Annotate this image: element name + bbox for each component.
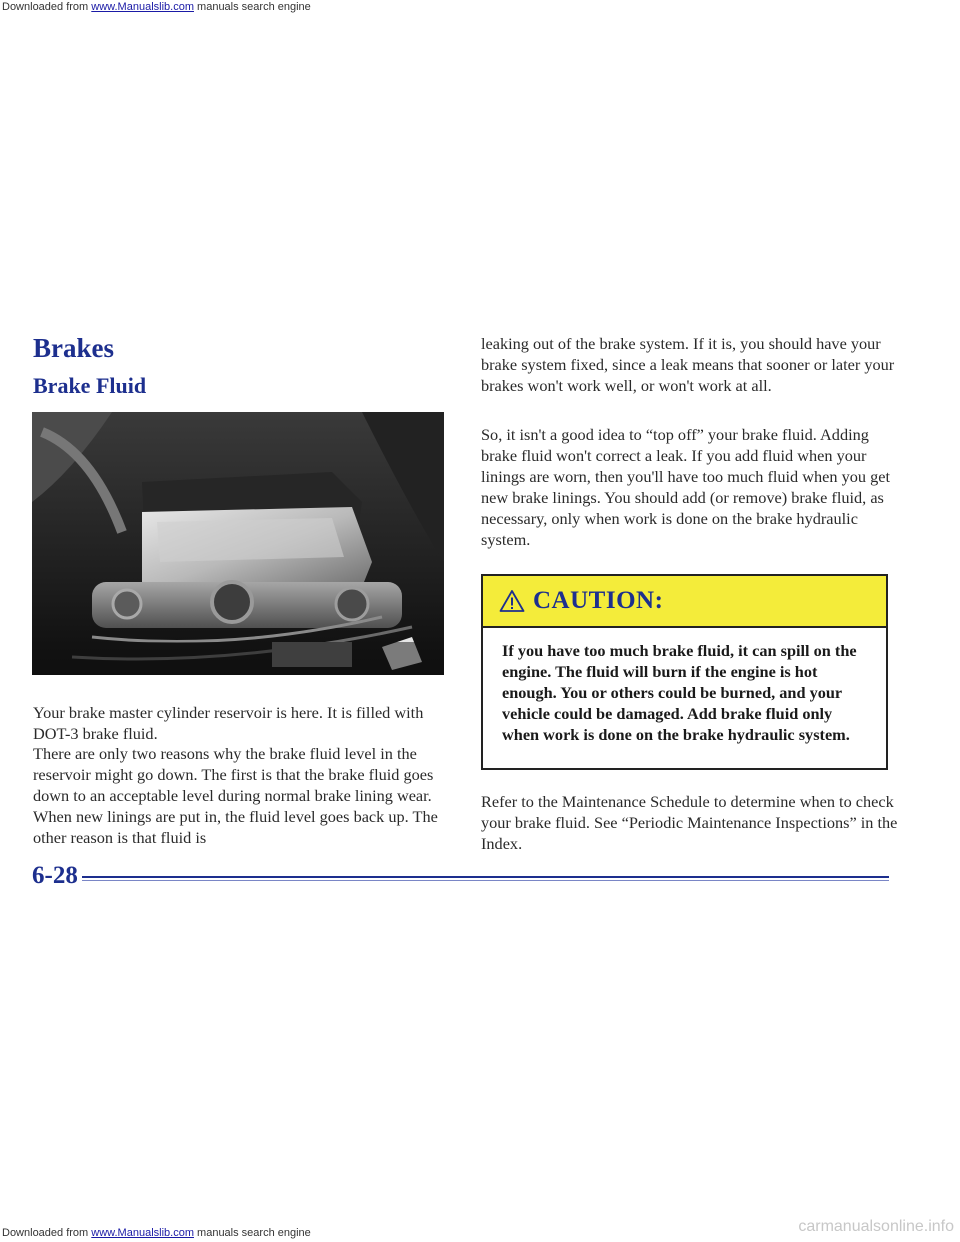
page-number: 6-28 bbox=[32, 862, 78, 889]
manualslib-link-bottom[interactable]: www.Manualslib.com bbox=[91, 1227, 194, 1239]
footer-rule bbox=[82, 876, 889, 878]
manualslib-link[interactable]: www.Manualslib.com bbox=[91, 1, 194, 13]
caution-title: CAUTION: bbox=[533, 587, 664, 614]
download-banner-top bbox=[0, 0, 960, 14]
top-off-advice: So, it isn't a good idea to “top off” your brake fluid. Adding brake fluid won't correct a leak. If you add fluid when your linings are worn, then you'll have too much fluid when you get new brake linings. You should add (or remove) brake fluid, as necessary, only when work is done on the brake hydraulic system. bbox=[481, 425, 890, 549]
section-title: Brakes bbox=[33, 333, 114, 363]
banner-prefix-bottom: Downloaded from bbox=[2, 1227, 92, 1239]
banner-suffix-bottom: manuals search engine bbox=[193, 1227, 311, 1239]
engine-bay-image bbox=[32, 412, 444, 675]
site-watermark: carmanualsonline.info bbox=[798, 1218, 954, 1235]
banner-suffix: manuals search engine bbox=[193, 1, 311, 13]
reservoir-description: Your brake master cylinder reservoir is here. It is filled with DOT-3 brake fluid. bbox=[33, 703, 424, 743]
subsection-title: Brake Fluid bbox=[33, 373, 147, 398]
caution-text: If you have too much brake fluid, it can spill on the engine. The fluid will burn if the engine is hot enough. You or others could be burned, and your vehicle could be damaged. Add brake fluid only when work is done on the brake hydraulic system. bbox=[502, 641, 857, 744]
maintenance-reference: Refer to the Maintenance Schedule to determine when to check your brake fluid. See “Periodic Maintenance Inspections” in the Index. bbox=[481, 792, 898, 853]
banner-prefix: Downloaded from bbox=[2, 1, 92, 13]
warning-triangle-icon bbox=[499, 589, 525, 613]
fluid-level-explanation: There are only two reasons why the brake fluid level in the reservoir might go down. The first is that the brake fluid goes down to an acceptable level during normal brake lining wear. When new linings are put in, the fluid level goes back up. The other reason is that fluid is bbox=[33, 744, 438, 847]
footer-rule-thin bbox=[82, 880, 889, 881]
caution-box bbox=[481, 574, 888, 770]
brake-reservoir-photo bbox=[32, 412, 444, 675]
caution-header bbox=[483, 576, 886, 628]
leak-explanation: leaking out of the brake system. If it is, you should have your brake system fixed, since a leak means that sooner or later your brakes won't work well, or won't work at all. bbox=[481, 334, 895, 395]
